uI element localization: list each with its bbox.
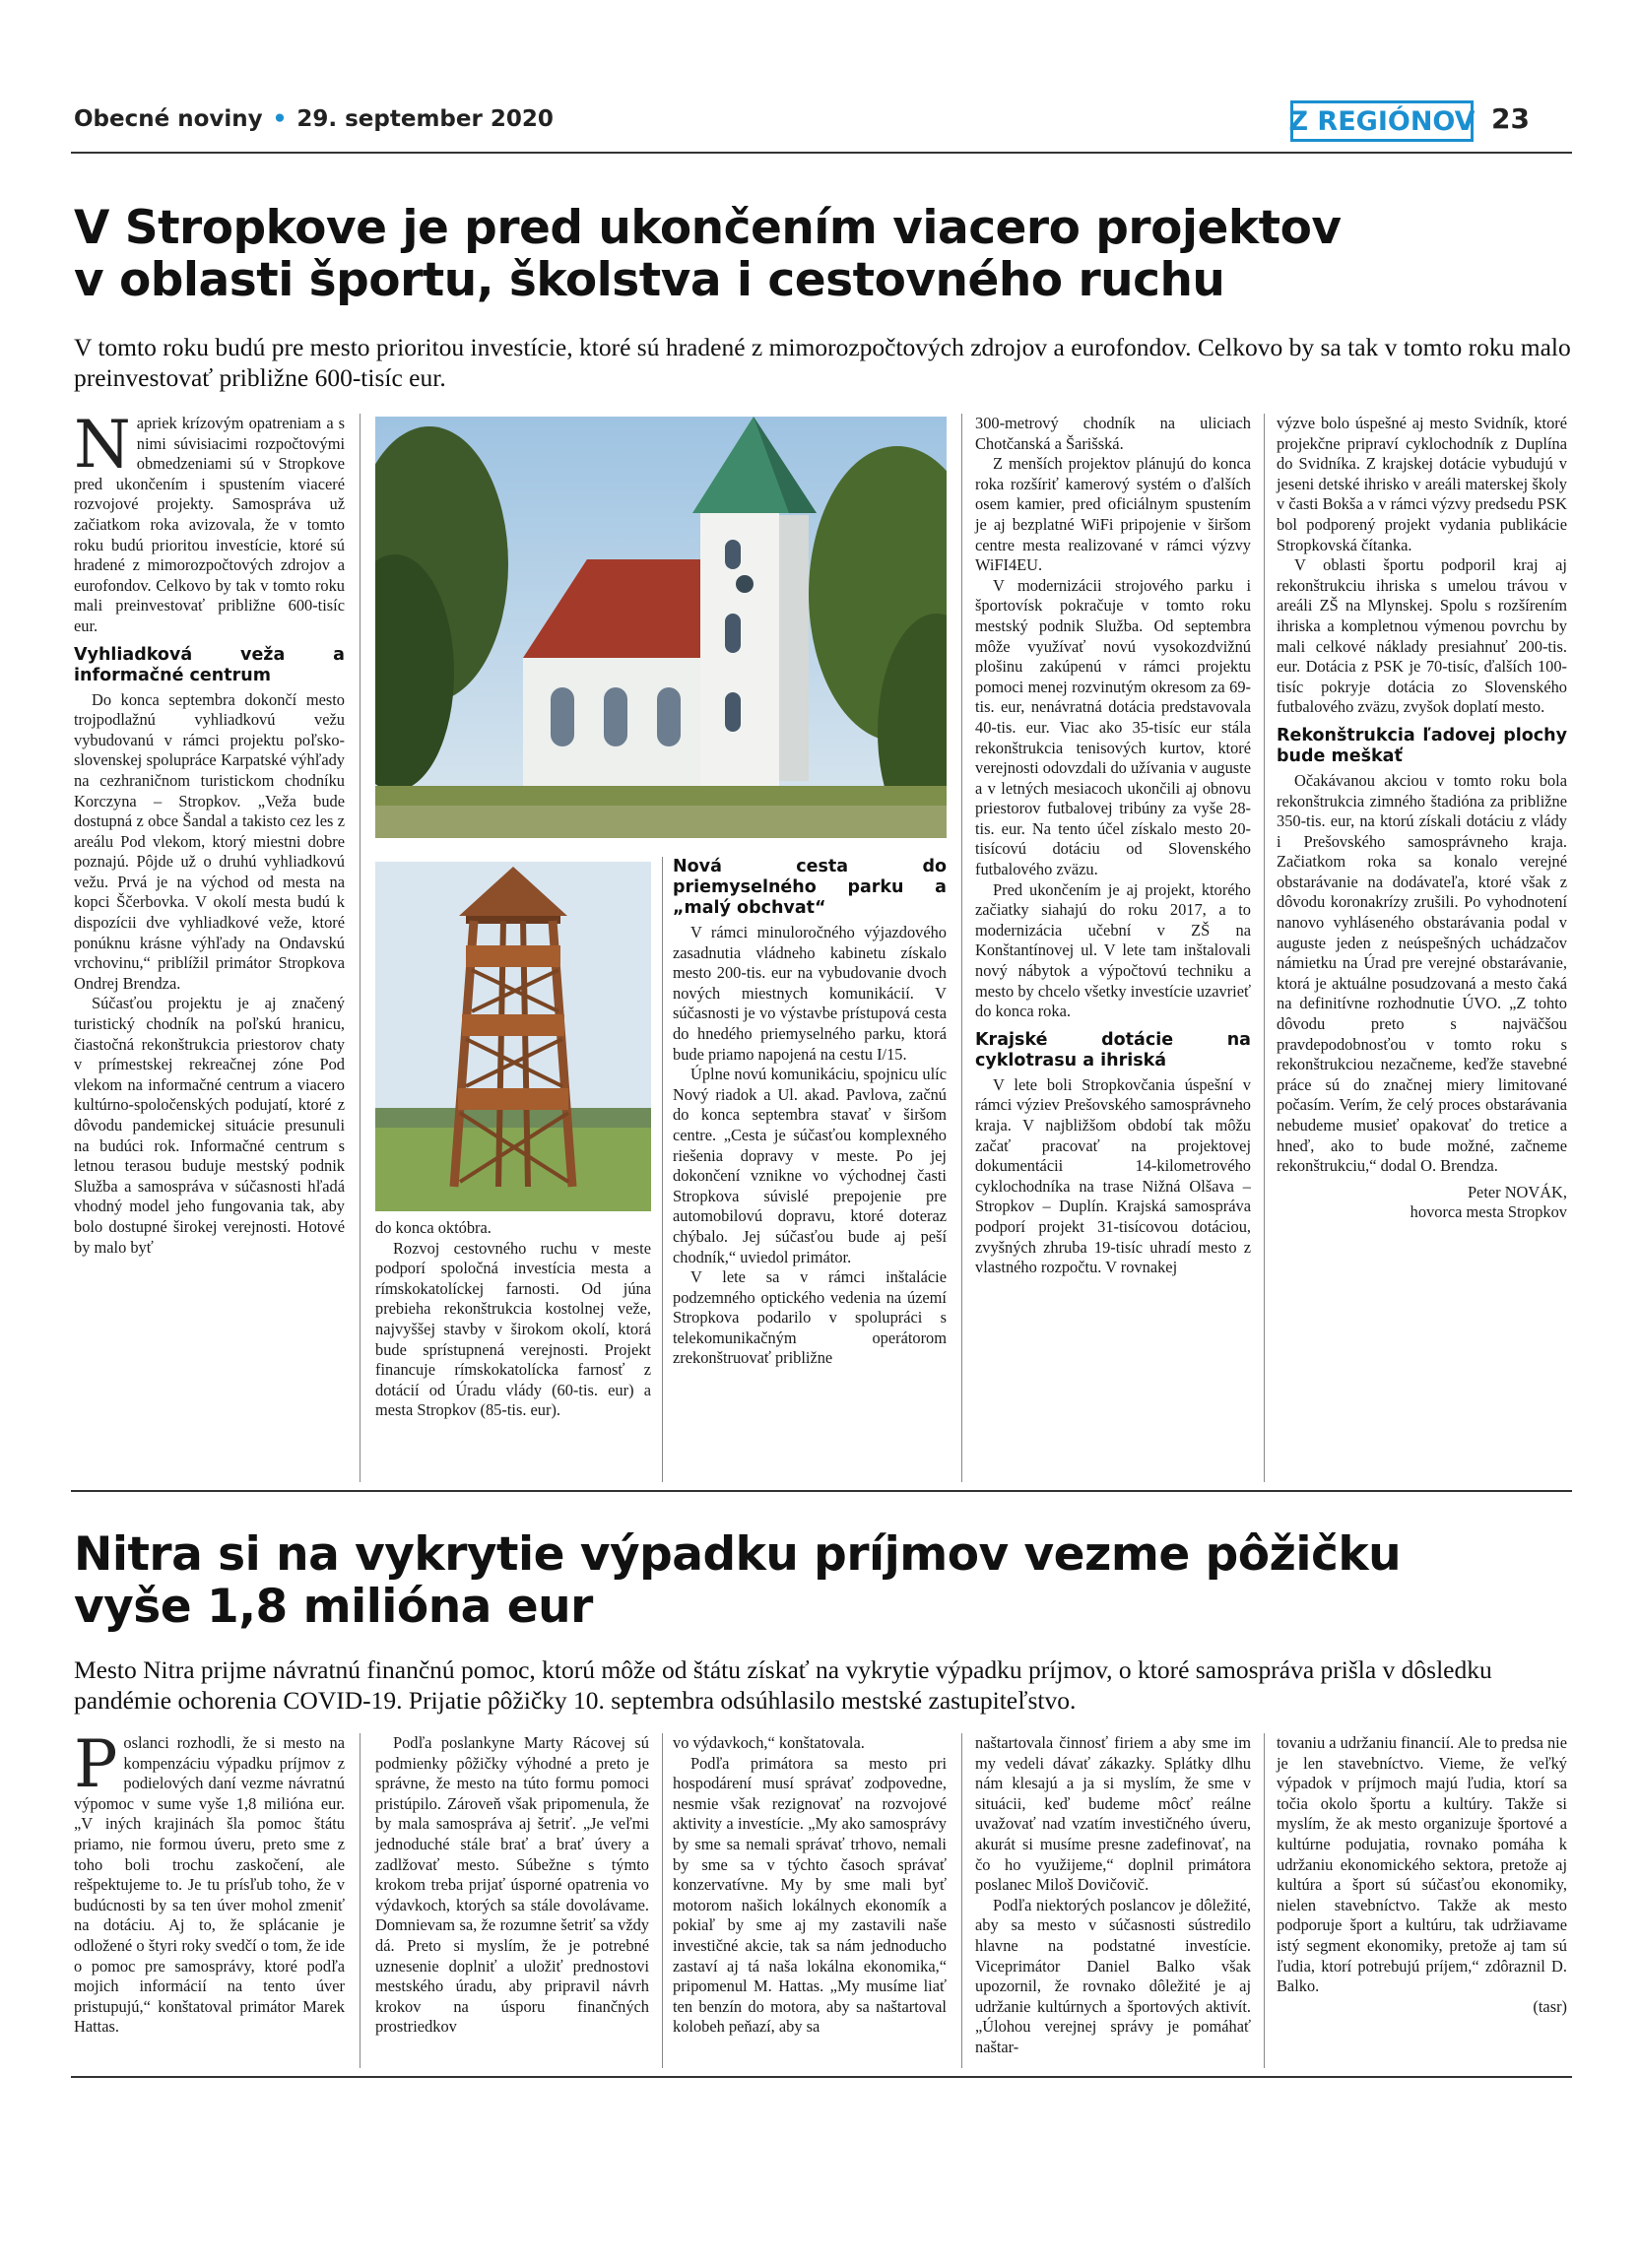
article2-column-5: tovaniu a udržaniu financií. Ale to predsa nie je len stavebníctvo. Vieme, že veľký výpadok v príjmoch majú ľudia, ktorí sa točia okolo športu a kultúry. Takže si myslím, že ak mesto organizuje športové a kultúrne podujatia, rovnako pomáha k udržaniu ekonomického sektora, pretože aj kultúra a šport sú súčasťou ekonomiky, nielen stavebníctvo. Takže ak mesto podporuje šport a kultúru, tak udržiavame istý segment ekonomiky, pretože aj tam sú ľudia, ktorí potrebujú príjem,“ zdôraznil D. Balko. (tasr)	[1277, 1733, 1567, 2016]
column-divider	[662, 857, 663, 1482]
column-divider	[961, 1733, 962, 2068]
column-divider	[1264, 414, 1265, 1482]
author-name: Peter NOVÁK,	[1467, 1182, 1567, 1201]
church-photo	[375, 417, 947, 838]
article2-lead: Mesto Nitra prijme návratnú finančnú pomoc, ktorú môže od štátu získať na vykrytie výpadku príjmov, o ktoré samospráva prišla v dôsledku pandémie ochorenia COVID-19. Prijatie pôžičky 10. septembra odsúhlasilo mestské zastupiteľstvo.	[74, 1655, 1492, 1715]
footer-rule	[71, 2076, 1572, 2078]
column-divider	[360, 1733, 361, 2068]
author-role: hovorca mesta Stropkov	[1410, 1202, 1567, 1222]
article1-column-3: Nová cesta do priemyselného parku a „malý obchvat“ V rámci minuloročného výjazdového zasadnutia vládneho kabinetu získalo mesto 200-tis. eur na vybudovanie dvoch nových miestnych komunikácií. V súčasnosti je vo výstavbe prístupová cesta do hnedého priemyselného parku, ktorá bude priamo napojená na cestu I/15. Úplne novú komunikáciu, spojnicu ulíc Nový riadok a Ul. akad. Pavlova, začnú do konca septembra stavať v širšom centre. „Cesta je súčasťou komplexného riešenia dopravy v meste. Po jej dokončení vznikne vo východnej časti Stropkova súvislé prepojenie pre automobilovú dopravu, ktoré doteraz chýbalo. Jej súčasťou bude aj peší chodník,“ uviedol primátor. V lete sa v rámci inštalácie podzemného optického vedenia na území Stropkova podarilo v spolupráci s telekomunikačným operátorom zrekonštruovať približne	[673, 857, 947, 1368]
article2-column-2: Podľa poslankyne Marty Rácovej sú podmienky pôžičky výhodné a preto je správne, že mesto na túto formu pomoci pristúpilo. Zároveň však pripomenula, že by mala samospráva aj šetriť. „Je veľmi jednoduché stále brať a brať úvery a zadlžovať mesto. Súbežne s týmto krokom treba prijať úsporné opatrenia vo výdavkoch, ktorých sa stále dovolávame. Domnievam sa, že rozumne šetriť sa vždy dá. Preto si myslím, že je potrebné uznesenie doplniť a uložiť prednostovi mestského úradu, aby pripravil návrh krokov na úsporu finančných prostriedkov	[375, 1733, 649, 2037]
article2-column-4: naštartovala činnosť firiem a aby sme im my vedeli dávať zákazky. Splátky dlhu nám klesajú a ja si myslím, že sme v situácii, keď budeme môcť reálne uvažovať nad vzatím investičného úveru, akurát si musíme presne zadefinovať, na čo ho využijeme,“ doplnil primátora poslanec Miloš Dovičovič. Podľa niektorých poslancov je dôležité, aby sa mesto v súčasnosti sústredilo hlavne na podstatné investície. Viceprimátor Daniel Balko však upozornil, že rovnako dôležité je aj udržanie kultúrnych a športových aktivít. „Úlohou verejnej správy je pomáhať naštar-	[975, 1733, 1251, 2056]
lookout-tower-photo	[375, 862, 651, 1211]
column-divider	[1264, 1733, 1265, 2068]
article2-column-1: Poslanci rozhodli, že si mesto na kompenzáciu výpadku príjmov z podielových daní vezme návratnú výpomoc v sume vyše 1,8 milióna eur. „V iných krajinách šla pomoc štátu priamo, nie formou úveru, preto sme z toho boli trochu zaskočení, ale rešpektujeme to. Je tu prísľub toho, že v budúcnosti by sa ten úver mohol zmeniť na dotáciu. Aj to, že splácanie je odložené o štyri roky svedčí o tom, že ide o pomoc pre samosprávy, ktoré podľa mojich informácií na tento úver pristupujú,“ konštatoval primátor Marek Hattas.	[74, 1726, 345, 2037]
subheading-tower: Vyhliadková veža a informačné centrum	[74, 644, 345, 685]
article1-lead: V tomto roku budú pre mesto prioritou investície, ktoré sú hradené z mimorozpočtových zdrojov a eurofondov. Celkovo by sa tak v tomto roku malo preinvestovať približne 600-tisíc eur.	[74, 333, 1571, 392]
article-separator	[71, 1490, 1572, 1492]
publication-name: Obecné noviny	[74, 106, 263, 132]
bullet-separator: •	[272, 106, 288, 132]
drop-cap: P	[74, 1726, 118, 1802]
article1-column-4: 300-metrový chodník na uliciach Chotčanská a Šarišská. Z menších projektov plánujú do konca roka rozšíriť kamerový systém o ďalších osem kamier, pred oficiálnym spustením je aj bezplatné WiFi pripojenie v širšom centre mesta realizované v rámci výzvy WiFI4EU. V modernizácii strojového parku i športovísk pokračuje v tomto roku mestský podnik Služba. Od septembra môže využívať novú vysokozdvižnú plošinu zakúpenú v rámci projektu pomoci menej rozvinutým okresom za 69-tis. eur, nenávratná dotácia predstavovala 40-tis. eur. Viac ako 35-tisíc eur stála rekonštrukcia tenisových kurtov, ktoré verejnosti odovzdali do užívania v auguste a v letných mesiacoch ukončili aj obnovu priestorov futbalovej tribúny za vyše 28-tis. eur. Na tento účel získalo mesto 20-tisícovú dotáciu od Slovenského futbalového zväzu. Pred ukončením je aj projekt, ktorého začiatky siahajú do roku 2017, a to modernizácia učební v ZŠ na Konštantínovej ul. V lete tam inštalovali nový nábytok a výpočtovú techniku a mesto by chcelo všetky investície uzavrieť do konca roka. Krajské dotácie na cyklotrasu a ihriská V lete boli Stropkovčania úspešní v rámci výziev Prešovského samosprávneho kraja. V najbližšom období tak môžu začať pracovať na projektovej dokumentácii 14-kilometrového cyklochodníka na trase Nižná Olšava – Stropkov – Duplín. Krajská samospráva podporí projekt 31-tisícovou dotáciou, zvyšných zhruba 19-tisíc uhradí mesto z vlastného rozpočtu. V rovnakej	[975, 414, 1251, 1277]
article1-column-5: výzve bolo úspešné aj mesto Svidník, ktoré projekčne pripraví cyklochodník z Duplína do Svidníka. Z krajskej dotácie vybudujú v jeseni detské ihrisko v areáli materskej školy v časti Bokša a v rámci výzvy predsedu PSK bol podporený projekt vydania publikácie Stropkovská čítanka. V oblasti športu podporil kraj aj rekonštrukciu ihriska s umelou trávou v areáli ZŠ na Mlynskej. Spolu s rozšírením ihriska a kompletnou výmenou povrchu by mali celkové náklady presiahnuť 200-tis. eur. Dotácia z PSK je 70-tisíc, ďalších 100-tisíc pokryje dotácia zo Slovenského futbalového zväzu, zvyšok doplatí mesto. Rekonštrukcia ľadovej plochy bude meškať Očakávanou akciou v tomto roku bola rekonštrukcia zimného štadióna za približne 350-tis. eur, na ktorú získali dotáciu z vlády i Prešovského samosprávneho kraja. Začiatkom roka sa konalo verejné obstarávanie na dodávateľa, ktoré však z dôvodu koronakrízy zrušili. Po vyhodnotení nanovo vyhláseného obstarávania podal v auguste jeden z neúspešných uchádzačov námietku na Úrad pre verejné obstarávanie, ktorá je aktuálne posudzovaná a mesto čaká na definitívne rozhodnutie ÚVO. „Z tohto dôvodu preto s najväčšou pravdepodobnosťou v tomto roku s rekonštrukciou nezačneme, keďže stavebné práce sú do značnej miery limitované počasím. Verím, že celý proces obstarávania nebudeme musieť opakovať do tretice a hneď, ako to bude možné, začneme rekonštrukciu,“ dodal O. Brendza. Peter NOVÁK, hovorca mesta Stropkov	[1277, 414, 1567, 1222]
article1-column-1: Napriek krízovým opatreniam a s nimi súvisiacimi rozpočtovými obmedzeniami sú v Stropkove pred ukončením i spustením viaceré rozvojové projekty. Samospráva už začiatkom roka avizovala, že v tomto roku budú prioritou investície, ktoré sú hradené z mimorozpočtových zdrojov a eurofondov. Celkovo by tak v tomto roku mali preinvestovať približne 600-tisíc eur. Vyhliadková veža a informačné centrum Do konca septembra dokončí mesto trojpodlažnú vyhliadkovú vežu vybudovanú v rámci projektu poľsko-slovenskej spolupráce Karpatské výhľady na cezhraničnom turistickom chodníku Korczyna – Stropkov. „Veža bude dostupná z obce Šandal a takisto cez les z areálu Pod vlekom, ktorý miestni dobre poznajú. Pôjde už o druhú vyhliadkovú vežu. Prvá je na východ od mesta na kopci Ščerbovka. V okolí mesta budú k dispozícii dve vyhliadkové veže, ktoré ponúknu krásne výhľady na Ondavskú vrchovinu,“ priblížil primátor Stropkova Ondrej Brendza. Súčasťou projektu je aj značený turistický chodník na poľskú hranicu, čiastočná rekonštrukcia priestorov chaty v prímestskej rekreačnej zóne Pod vlekom na informačné centrum a viacero kultúrno-spoločenských podujatí, ktoré z dôvodu pandemickej situácie presunuli na budúci rok. Informačné centrum s letnou terasou buduje mestský podnik Služba a samospráva v súčasnosti hľadá vhodný model jeho fungovania tak, aby bolo dostupné širokej verejnosti. Hotové by malo byť	[74, 407, 345, 1257]
page-number: 23	[1491, 102, 1530, 135]
article1-column-2: do konca októbra. Rozvoj cestovného ruchu v meste podporí spoločná investícia mesta a rímskokatolíckej farnosti. Od júna prebieha rekonštrukcia kostolnej veže, najvyššej stavby v širokom okolí, ktorá bude sprístupnená verejnosti. Projekt financuje rímskokatolícka farnosť z dotácií od Úradu vlády (60-tis. eur) a mesta Stropkov (85-tis. eur).	[375, 1218, 651, 1420]
column-divider	[360, 414, 361, 1482]
issue-date: 29. september 2020	[296, 106, 554, 132]
page-header	[74, 106, 554, 132]
agency-signature: (tasr)	[1533, 1996, 1567, 2016]
subheading-new-road: Nová cesta do priemyselného parku a „malý obchvat“	[673, 857, 947, 918]
subheading-ice-rink: Rekonštrukcia ľadovej plochy bude meškať	[1277, 725, 1567, 766]
drop-cap: N	[74, 407, 131, 483]
article2-headline: Nitra si na vykrytie výpadku príjmov vezme pôžičku vyše 1,8 milióna eur	[74, 1527, 1402, 1634]
column-divider	[662, 1733, 663, 2068]
article1-headline: V Stropkove je pred ukončením viacero projektov v oblasti športu, školstva i cestovného ruchu	[74, 201, 1342, 307]
header-rule	[71, 152, 1572, 154]
column-divider	[961, 414, 962, 1482]
article2-column-3: vo výdavkoch,“ konštatovala. Podľa primátora sa mesto pri hospodárení musí správať zodpovedne, nesmie však rezignovať na rozvojové aktivity a investície. „My ako samosprávy by sme sa nemali správať trhovo, nemali by sme sa v týchto časoch správať konzervatívne. My by sme mali byť motorom našich lokálnych ekonomík a pokiaľ by sme aj my zastavili naše investičné akcie, tak sa nám jednoducho zastaví aj tá naša lokálna ekonomika,“ pripomenul M. Hattas. „My musíme liať ten benzín do motora, aby sa naštartoval kolobeh peňazí, aby sa	[673, 1733, 947, 2037]
section-rubric: Z REGIÓNOV	[1290, 100, 1474, 142]
subheading-regional-grants: Krajské dotácie na cyklotrasu a ihriská	[975, 1029, 1251, 1070]
